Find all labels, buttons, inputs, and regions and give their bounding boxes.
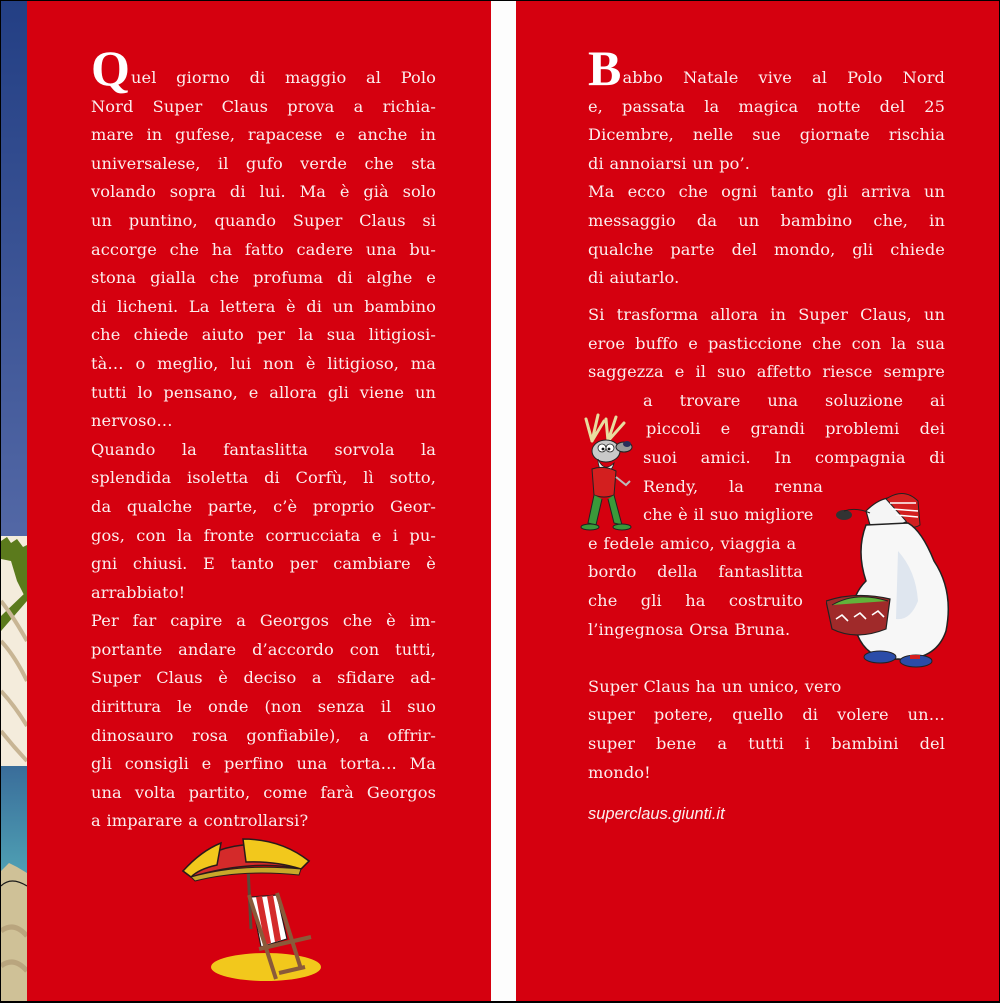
- text-line: Ma ecco che ogni tanto gli arriva un: [588, 182, 945, 202]
- text-line: mondo!: [588, 762, 651, 782]
- synopsis-text: [91, 40, 436, 836]
- text-line: qualche parte del mondo, gli chiede: [588, 239, 945, 259]
- website-link[interactable]: superclaus.giunti.it: [588, 805, 725, 823]
- text-line: Dicembre, nelle sue giornate rischia: [588, 125, 945, 145]
- text-line: uel giorno di maggio al Polo: [131, 68, 436, 87]
- text-line: portante andare d’accordo con tutti,: [91, 639, 436, 659]
- text-line: dirittura le onde (non senza il suo: [91, 697, 436, 717]
- right-panel: [516, 1, 999, 1001]
- text-line: e, passata la magica notte del 25: [588, 96, 945, 116]
- text-line: super bene a tutti i bambini del: [588, 733, 945, 753]
- text-line: dinosauro rosa gonfiabile), a offrir-: [91, 725, 436, 745]
- text-line: saggezza e il suo affetto riesce sempre: [588, 362, 945, 382]
- text-line: bordo della fantaslitta: [588, 562, 803, 582]
- text-line: abbo Natale vive al Polo Nord: [622, 68, 945, 87]
- text-line: tutti lo pensano, e allora gli viene un: [91, 382, 436, 402]
- text-line: universalese, il gufo verde che sta: [91, 153, 436, 173]
- text-line: che è il suo migliore: [643, 505, 814, 525]
- text-line: Nord Super Claus prova a richia-: [91, 96, 436, 116]
- text-line: nervoso…: [91, 411, 173, 431]
- dropcap: Q: [91, 40, 130, 96]
- dropcap: B: [588, 40, 622, 96]
- text-line: da qualche parte, c’è proprio Geor-: [91, 496, 436, 516]
- text-line: messaggio da un bambino che, in: [588, 210, 945, 230]
- text-line: piccoli e grandi problemi dei: [646, 419, 945, 439]
- text-line: splendida isoletta di Corfù, lì sotto,: [91, 468, 436, 488]
- text-line: Rendy, la renna: [643, 476, 823, 496]
- text-line: a imparare a controllarsi?: [91, 811, 309, 831]
- text-line: di annoiarsi un po’.: [588, 153, 751, 173]
- text-line: Si trasforma allora in Super Claus, un: [588, 305, 945, 324]
- book-spread: [1, 1, 999, 1001]
- text-line: suoi amici. In compagnia di: [643, 447, 945, 467]
- cliff-sea-illustration: [1, 1, 27, 1001]
- text-line: a trovare una soluzione ai: [643, 390, 945, 410]
- text-line: Quando la fantaslitta sorvola la: [91, 439, 436, 459]
- text-line: eroe buffo e pasticcione che con la sua: [588, 333, 945, 353]
- text-line: gli consigli e perfino una torta… Ma: [91, 754, 436, 774]
- text-line: e fedele amico, viaggia a: [588, 533, 797, 553]
- text-line: di aiutarlo.: [588, 268, 680, 288]
- left-panel: [27, 1, 491, 1001]
- beach-umbrella-illustration: [181, 829, 341, 989]
- text-line: arrabbiato!: [91, 582, 186, 602]
- text-line: Super Claus è deciso a sfidare ad-: [91, 668, 436, 688]
- intro-text: [588, 40, 945, 293]
- page-gutter: [491, 1, 516, 1001]
- text-line: mare in gufese, rapacese e anche in: [91, 125, 436, 145]
- text-line: volando sopra di lui. Ma è già solo: [91, 182, 436, 202]
- text-line: l’ingegnosa Orsa Bruna.: [588, 619, 791, 639]
- text-line: che gli ha costruito: [588, 590, 803, 610]
- text-line: gni chiusi. E tanto per cambiare è: [91, 554, 436, 574]
- text-line: tà… o meglio, lui non è litigioso, ma: [91, 353, 436, 373]
- text-line: stona gialla che profuma di alghe e: [91, 268, 436, 288]
- polar-bear-illustration: [826, 491, 976, 671]
- text-line: Per far capire a Georgos che è im-: [91, 611, 436, 631]
- text-line: di licheni. La lettera è di un bambino: [91, 296, 436, 316]
- text-line: accorge che ha fatto cadere una bu-: [91, 239, 436, 259]
- text-line: un puntino, quando Super Claus si: [91, 210, 436, 230]
- text-line: Super Claus ha un unico, vero: [588, 676, 842, 696]
- text-line: che chiede aiuto per la sua litigiosi-: [91, 325, 436, 345]
- text-line: una volta partito, come farà Georgos: [91, 782, 436, 802]
- reindeer-illustration: [578, 411, 638, 536]
- cover-edge-strip: [1, 1, 27, 1001]
- text-line: gos, con la fronte corrucciata e i pu-: [91, 525, 436, 545]
- text-line: super potere, quello di volere un…: [588, 705, 945, 725]
